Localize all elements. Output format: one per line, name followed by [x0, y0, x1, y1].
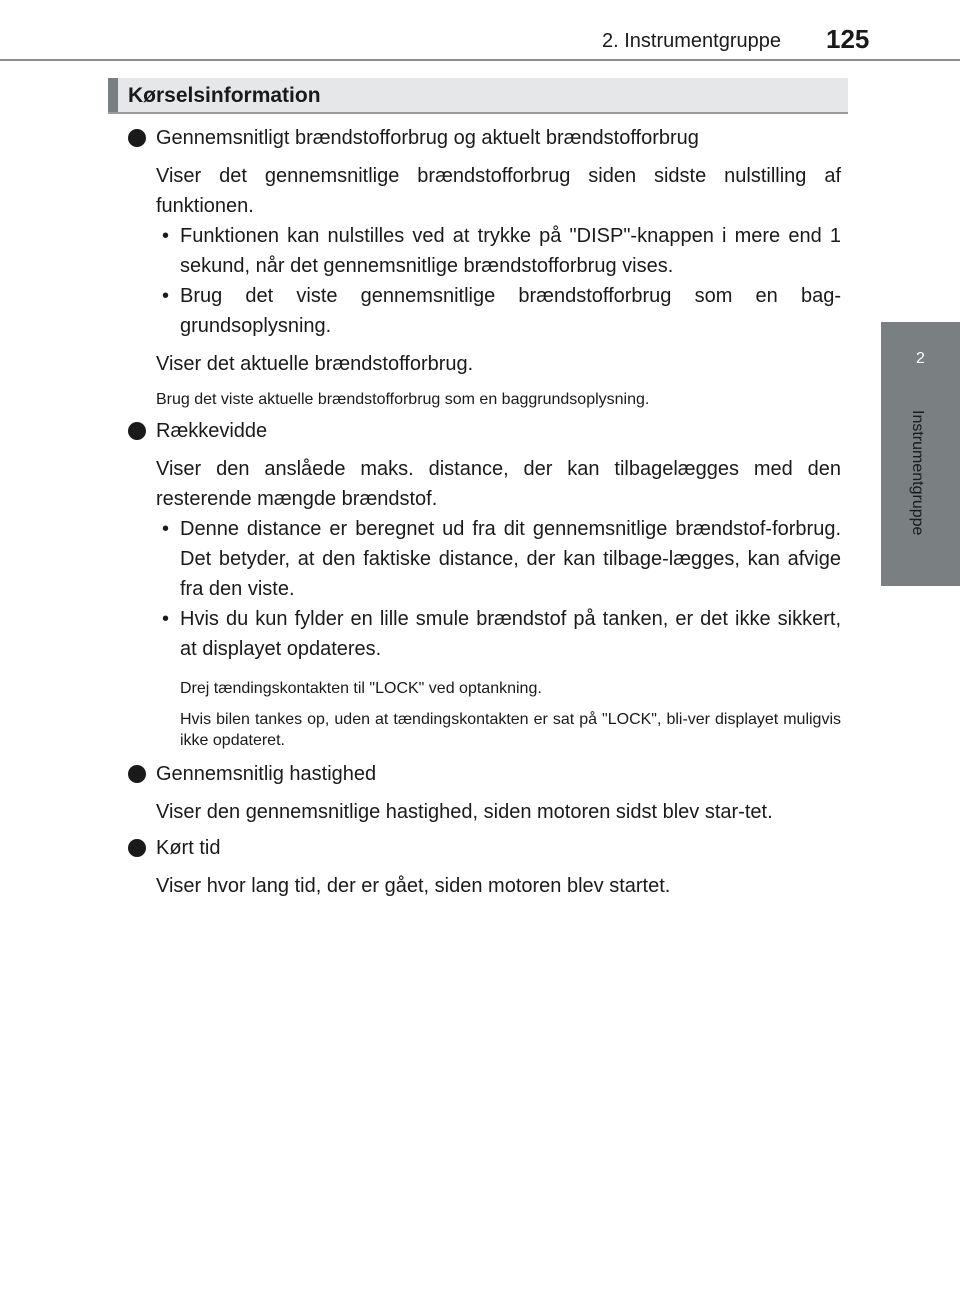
- section-bar-accent: [108, 78, 118, 112]
- sub-bullet-text: Hvis du kun fylder en lille smule brændstof på tanken, er det ikke sikkert, at displayet opdateres.: [180, 608, 841, 660]
- paragraph: Viser det aktuelle brændstofforbrug.: [156, 353, 474, 375]
- page-content: [128, 120, 841, 901]
- sub-bullet-text: Denne distance er beregnet ud fra dit gennemsnitlige brændstof-forbrug. Det betyder, at den faktiske distance, der kan tilbage-lægges, kan afvige fra den viste.: [180, 518, 841, 600]
- bullet-heading-text: Rækkevidde: [156, 420, 268, 442]
- bullet-dot-icon: [128, 839, 146, 857]
- note: Hvis bilen tankes op, uden at tændingskontakten er sat på "LOCK", bli-ver displayet muligvis ikke opdateret.: [180, 711, 841, 749]
- bullet-heading-text: Gennemsnitligt brændstofforbrug og aktuelt brændstofforbrug: [156, 127, 699, 149]
- paragraph: Viser den anslåede maks. distance, der kan tilbagelægges med den resterende mængde brændstof.: [156, 458, 841, 510]
- sub-bullet: [156, 604, 841, 664]
- bullet-dot-icon: [128, 765, 146, 783]
- bullet-dot-icon: [128, 422, 146, 440]
- sub-bullet-mark: •: [162, 518, 170, 540]
- bullet-heading: [128, 759, 841, 789]
- bullet-heading-text: Kørt tid: [156, 837, 221, 859]
- sub-bullet: [156, 281, 841, 341]
- bullet-dot-icon: [128, 129, 146, 147]
- section-title: Kørselsinformation: [128, 84, 321, 107]
- sub-bullet: [156, 221, 841, 281]
- sub-bullet-mark: •: [162, 608, 170, 630]
- bullet-heading: [128, 833, 841, 863]
- paragraph: Viser den gennemsnitlige hastighed, siden motoren sidst blev star-tet.: [156, 801, 773, 823]
- section-header-bar: [108, 78, 848, 114]
- paragraph: Viser det gennemsnitlige brændstofforbrug siden sidste nulstilling af funktionen.: [156, 165, 841, 217]
- note: Drej tændingskontakten til "LOCK" ved optankning.: [180, 680, 542, 697]
- note: Brug det viste aktuelle brændstofforbrug som en baggrundsoplysning.: [156, 391, 650, 408]
- running-header-chapter: 2. Instrumentgruppe: [602, 30, 781, 52]
- bullet-heading: [128, 416, 841, 446]
- sub-bullet-text: Brug det viste gennemsnitlige brændstofforbrug som en bag-grundsoplysning.: [180, 285, 841, 337]
- sub-bullet-mark: •: [162, 285, 170, 307]
- paragraph: Viser hvor lang tid, der er gået, siden motoren blev startet.: [156, 875, 671, 897]
- sub-bullet-mark: •: [162, 225, 170, 247]
- sub-bullet: [156, 514, 841, 604]
- sub-bullet-text: Funktionen kan nulstilles ved at trykke på "DISP"-knappen i mere end 1 sekund, når det gennemsnitlige brændstofforbrug vises.: [180, 225, 841, 277]
- bullet-heading: [128, 123, 841, 153]
- bullet-heading-text: Gennemsnitlig hastighed: [156, 763, 377, 785]
- side-tab-number: 2: [916, 350, 925, 367]
- page-number: 125: [826, 24, 870, 54]
- header-rule: [0, 59, 960, 61]
- side-tab-label: Instrumentgruppe: [909, 410, 926, 536]
